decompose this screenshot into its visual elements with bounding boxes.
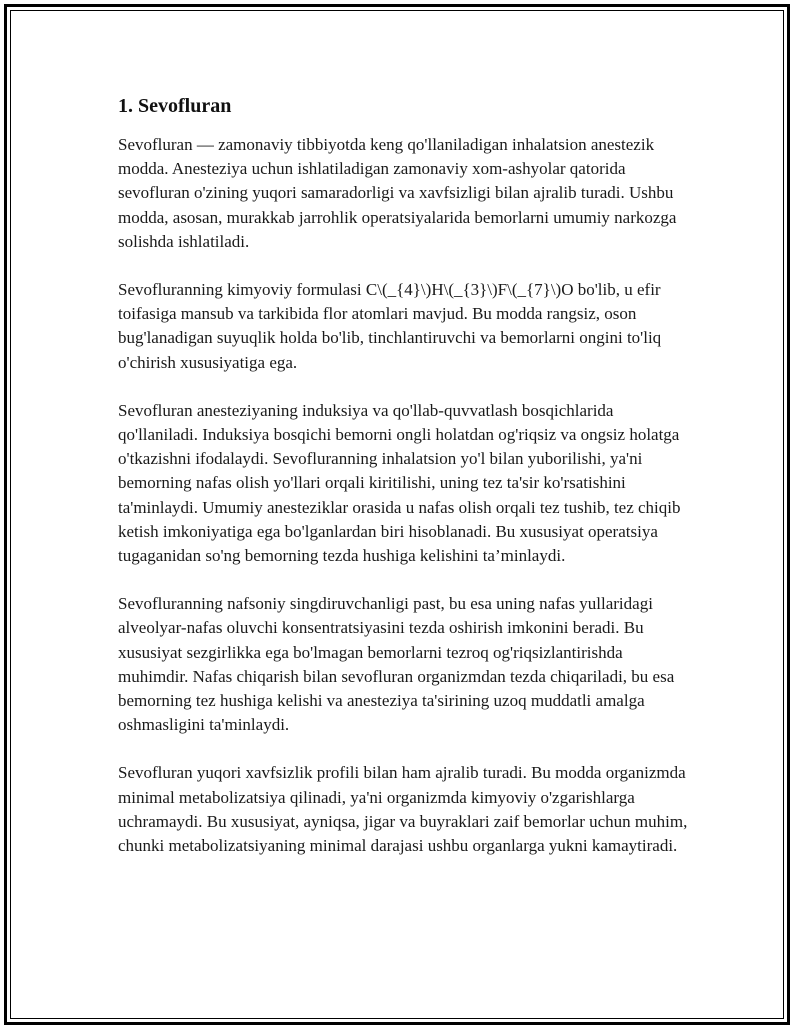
- paragraph-solubility: Sevofluranning nafsoniy singdiruvchanligi past, bu esa uning nafas yullaridagi alveolyar-nafas oluvchi konsentratsiyasini tezda oshirish imkonini beradi. Bu xususiyat sezgirlikka ega bo'lmagan bemorlarni tezroq og'riqsizlantirishda muhimdir. Nafas chiqarish bilan sevofluran organizmdan tezda chiqariladi, bu esa bemorning tez hushiga kelishi va anesteziya ta'sirining uzoq muddatli amalga oshmasligini ta'minlaydi.: [118, 594, 675, 735]
- paragraph-safety: Sevofluran yuqori xavfsizlik profili bilan ham ajralib turadi. Bu modda organizmda minimal metabolizatsiya qilinadi, ya'ni organizmda kimyoviy o'zgarishlarga uchramaydi. Bu xususiyat, ayniqsa, jigar va buyraklari zaif bemorlar uchun muhim, chunki metabolizatsiyaning minimal darajasi ushbu organlarga yukni kamaytiradi.: [118, 763, 688, 856]
- section-title: 1. Sevofluran: [118, 95, 232, 117]
- document-body: [118, 92, 688, 882]
- paragraph-intro: Sevofluran — zamonaviy tibbiyotda keng qo'llaniladigan inhalatsion anestezik modda. Anesteziya uchun ishlatiladigan zamonaviy xom-ashyolar qatorida sevofluran o'zining yuqori samaradorligi va xavfsizligi bilan ajralib turadi. Ushbu modda, asosan, murakkab jarrohlik operatsiyalarida bemorlarni umumiy narkozga solishda ishlatiladi.: [118, 135, 677, 251]
- paragraph-induction: Sevofluran anesteziyaning induksiya va qo'llab-quvvatlash bosqichlarida qo'llaniladi. Induksiya bosqichi bemorni ongli holatdan og'riqsiz va ongsiz holatga o'tkazishni ifodalaydi. Sevofluranning inhalatsion yo'l bilan yuborilishi, ya'ni bemorning nafas olish yo'llari orqali kiritilishi, uning tez ta'sir ko'rsatishini ta'minlaydi. Umumiy anesteziklar orasida u nafas olish orqali tez tushib, tez chiqib ketish imkoniyatiga ega bo'lganlardan biri hisoblanadi. Bu xususiyat operatsiya tugaganidan so'ng bemorning tezda hushiga kelishini ta’minlaydi.: [118, 400, 681, 566]
- paragraph-formula: Sevofluranning kimyoviy formulasi C\(_{4}\)H\(_{3}\)F\(_{7}\)O bo'lib, u efir toifasiga mansub va tarkibida flor atomlari mavjud. Bu modda rangsiz, oson bug'lanadigan suyuqlik holda bo'lib, tinchlantiruvchi va bemorlarni ongini to'liq o'chirish xususiyatiga ega.: [118, 280, 662, 372]
